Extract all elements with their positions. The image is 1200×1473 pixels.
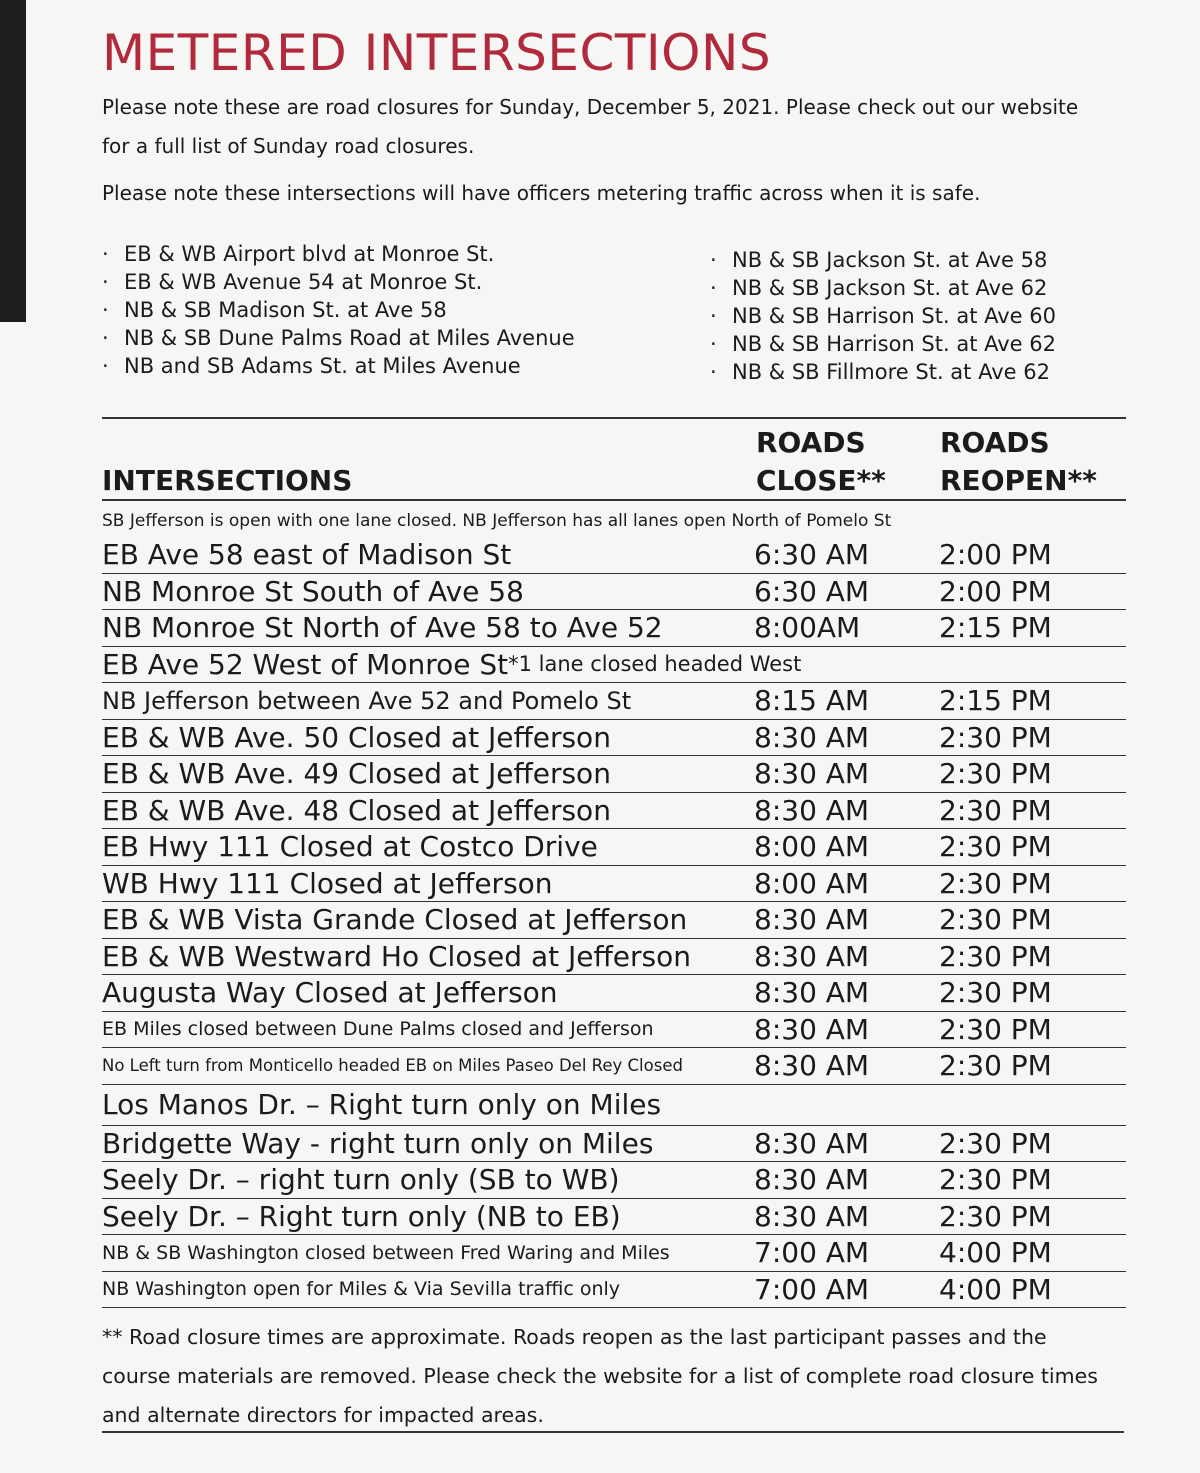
reopen-time: 2:30 PM — [939, 1012, 1052, 1046]
metered-intersection: · EB & WB Avenue 54 at Monroe St. — [102, 268, 575, 296]
table-row — [102, 683, 1126, 720]
close-time: 8:30 AM — [754, 976, 870, 1010]
table-row — [102, 866, 1126, 903]
metered-intersection: · NB and SB Adams St. at Miles Avenue — [102, 352, 575, 380]
intersection-name: EB Miles closed between Dune Palms closed and Jefferson — [102, 1018, 654, 1041]
intersection-name: EB & WB Westward Ho Closed at Jefferson — [102, 939, 691, 973]
table-row — [102, 610, 1126, 647]
page-title: METERED INTERSECTIONS — [102, 24, 772, 82]
close-time: 7:00 AM — [754, 1272, 870, 1306]
metered-intersection: · EB & WB Airport blvd at Monroe St. — [102, 240, 575, 268]
table-row — [102, 902, 1126, 939]
intersection-name: WB Hwy 111 Closed at Jefferson — [102, 866, 553, 900]
table-row — [102, 1012, 1126, 1049]
metered-list-right — [710, 246, 1056, 386]
close-time: 7:00 AM — [754, 1236, 870, 1270]
intersection-name: EB Ave 52 West of Monroe St — [102, 647, 509, 681]
table-row — [102, 975, 1126, 1012]
close-time: 8:30 AM — [754, 939, 870, 973]
reopen-time: 2:30 PM — [939, 1163, 1052, 1197]
header-intersections: INTERSECTIONS — [102, 464, 353, 497]
table-row — [102, 756, 1126, 793]
reopen-time: 2:30 PM — [939, 1049, 1052, 1083]
table-note: SB Jefferson is open with one lane closed. NB Jefferson has all lanes open North of Pomelo St — [102, 511, 892, 531]
header-reopen-2: REOPEN** — [940, 464, 1097, 497]
header-close-1: ROADS — [756, 426, 866, 459]
close-time: 8:00 AM — [754, 866, 870, 900]
close-time: 8:30 AM — [754, 793, 870, 827]
reopen-time: 2:00 PM — [939, 538, 1052, 572]
close-time: 8:30 AM — [754, 1049, 870, 1083]
table-row — [102, 829, 1126, 866]
reopen-time: 2:30 PM — [939, 976, 1052, 1010]
close-time: 8:30 AM — [754, 1126, 870, 1160]
intersection-name: EB & WB Vista Grande Closed at Jefferson — [102, 903, 688, 937]
closure-table — [102, 537, 1126, 1308]
metered-intersection: · NB & SB Jackson St. at Ave 58 — [710, 246, 1056, 274]
table-row — [102, 1199, 1126, 1236]
reopen-time: 2:30 PM — [939, 720, 1052, 754]
metered-intersection: · NB & SB Harrison St. at Ave 62 — [710, 330, 1056, 358]
reopen-time: 2:30 PM — [939, 939, 1052, 973]
metered-intersection: · NB & SB Fillmore St. at Ave 62 — [710, 358, 1056, 386]
intersection-name: EB Hwy 111 Closed at Costco Drive — [102, 830, 598, 864]
photo-edge — [0, 0, 26, 322]
divider — [102, 499, 1126, 501]
intersection-name: NB Monroe St North of Ave 58 to Ave 52 — [102, 611, 663, 645]
close-time: 8:00AM — [754, 611, 861, 645]
reopen-time: 4:00 PM — [939, 1272, 1052, 1306]
intersection-name: Augusta Way Closed at Jefferson — [102, 976, 558, 1010]
intersection-name: NB Monroe St South of Ave 58 — [102, 574, 524, 608]
reopen-time: 2:30 PM — [939, 793, 1052, 827]
table-row — [102, 1085, 1126, 1126]
footer-note: ** Road closure times are approximate. Roads reopen as the last participant passes and the course materials are removed. Please check the website for a list of complete road closure times and alternate directors for impacted areas. — [102, 1325, 1098, 1427]
table-row — [102, 1272, 1126, 1309]
metered-intersection: · NB & SB Harrison St. at Ave 60 — [710, 302, 1056, 330]
close-time: 8:30 AM — [754, 1163, 870, 1197]
reopen-time: 2:30 PM — [939, 903, 1052, 937]
table-row — [102, 939, 1126, 976]
intro-text: Please note these are road closures for Sunday, December 5, 2021. Please check out our website for a full list of Sunday road closures. — [102, 95, 1079, 158]
metering-note: Please note these intersections will have officers metering traffic across when it is safe. — [102, 181, 981, 205]
table-row — [102, 647, 1126, 684]
reopen-time: 2:15 PM — [939, 611, 1052, 645]
intersection-name: EB Ave 58 east of Madison St — [102, 538, 512, 572]
reopen-time: 2:30 PM — [939, 1126, 1052, 1160]
table-row — [102, 574, 1126, 611]
reopen-time: 2:15 PM — [939, 684, 1052, 718]
close-time: 6:30 AM — [754, 574, 870, 608]
header-close-2: CLOSE** — [756, 464, 886, 497]
table-row — [102, 1235, 1126, 1272]
reopen-time: 2:30 PM — [939, 757, 1052, 791]
intersection-name: NB Jefferson between Ave 52 and Pomelo St — [102, 686, 632, 715]
close-time: 8:30 AM — [754, 1012, 870, 1046]
reopen-time: 2:30 PM — [939, 1199, 1052, 1233]
intersection-name: EB & WB Ave. 49 Closed at Jefferson — [102, 757, 611, 791]
closure-remark: *1 lane closed headed West — [508, 652, 802, 677]
metered-list-left — [102, 240, 575, 380]
intersection-name: EB & WB Ave. 50 Closed at Jefferson — [102, 720, 611, 754]
close-time: 8:15 AM — [754, 684, 870, 718]
divider — [102, 417, 1126, 419]
intersection-name: Bridgette Way - right turn only on Miles — [102, 1126, 654, 1160]
metered-intersection: · NB & SB Madison St. at Ave 58 — [102, 296, 575, 324]
intersection-name: NB Washington open for Miles & Via Sevilla traffic only — [102, 1278, 621, 1301]
reopen-time: 2:30 PM — [939, 830, 1052, 864]
divider — [102, 1431, 1124, 1433]
close-time: 8:30 AM — [754, 903, 870, 937]
intersection-name: NB & SB Washington closed between Fred Waring and Miles — [102, 1241, 670, 1264]
reopen-time: 2:30 PM — [939, 866, 1052, 900]
close-time: 6:30 AM — [754, 538, 870, 572]
close-time: 8:30 AM — [754, 1199, 870, 1233]
intersection-name: Seely Dr. – Right turn only (NB to EB) — [102, 1199, 621, 1233]
header-reopen-1: ROADS — [940, 426, 1050, 459]
intersection-name: Seely Dr. – right turn only (SB to WB) — [102, 1163, 620, 1197]
table-row — [102, 720, 1126, 757]
reopen-time: 2:00 PM — [939, 574, 1052, 608]
table-row — [102, 793, 1126, 830]
table-row — [102, 1162, 1126, 1199]
close-time: 8:30 AM — [754, 757, 870, 791]
table-row — [102, 537, 1126, 574]
metered-intersection: · NB & SB Jackson St. at Ave 62 — [710, 274, 1056, 302]
table-row — [102, 1048, 1126, 1085]
close-time: 8:00 AM — [754, 830, 870, 864]
table-row — [102, 1126, 1126, 1163]
close-time: 8:30 AM — [754, 720, 870, 754]
intersection-name: EB & WB Ave. 48 Closed at Jefferson — [102, 793, 611, 827]
intersection-name: No Left turn from Monticello headed EB on Miles Paseo Del Rey Closed — [102, 1056, 683, 1076]
metered-intersection: · NB & SB Dune Palms Road at Miles Avenue — [102, 324, 575, 352]
reopen-time: 4:00 PM — [939, 1236, 1052, 1270]
intersection-name: Los Manos Dr. – Right turn only on Miles — [102, 1088, 662, 1121]
